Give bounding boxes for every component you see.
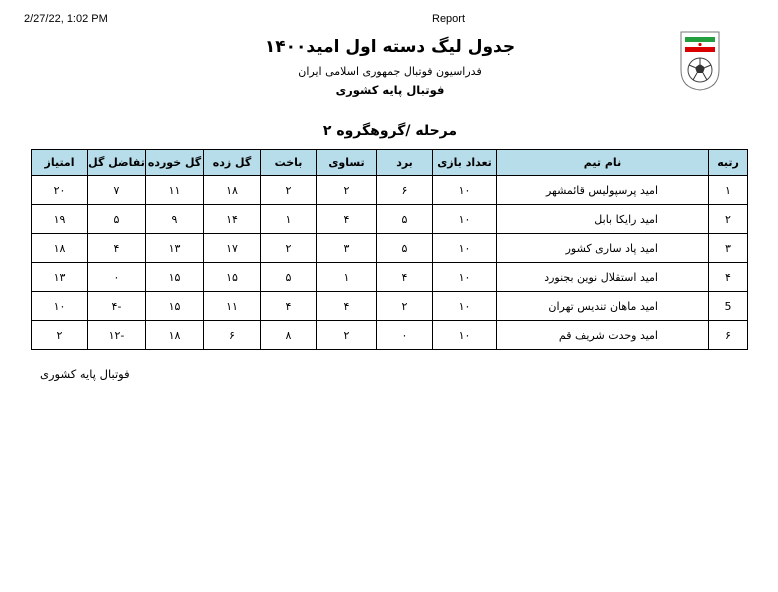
won-cell: ۲	[377, 292, 433, 321]
table-row	[32, 234, 748, 263]
table-row	[32, 205, 748, 234]
points-cell: ۱۸	[32, 234, 88, 263]
col-goal-diff-header: تفاضل گل	[88, 150, 146, 176]
organization-subtitle: فدراسیون فوتبال جمهوری اسلامی ایران	[298, 65, 482, 78]
rank-cell: 5	[709, 292, 748, 321]
points-cell: ۱۳	[32, 263, 88, 292]
goals-for-cell: ۱۷	[204, 234, 261, 263]
drawn-cell: ۲	[317, 176, 377, 205]
team-name-cell: امید پاد ساری کشور	[497, 234, 709, 263]
lost-cell: ۲	[261, 176, 317, 205]
col-rank-header: رتبه	[709, 150, 748, 176]
played-cell: ۱۰	[433, 205, 497, 234]
print-datetime: 2/27/22, 1:02 PM	[24, 13, 108, 25]
lost-cell: ۵	[261, 263, 317, 292]
federation-logo-icon	[679, 30, 721, 92]
goals-against-cell: ۱۱	[146, 176, 204, 205]
drawn-cell: ۳	[317, 234, 377, 263]
group-title: مرحله /گروهگروه ۲	[322, 123, 458, 139]
page-title: جدول لیگ دسته اول امید۱۴۰۰	[264, 37, 516, 57]
points-cell: ۲	[32, 321, 88, 350]
drawn-cell: ۱	[317, 263, 377, 292]
col-played-header: تعداد بازی	[433, 150, 497, 176]
won-cell: ۴	[377, 263, 433, 292]
col-drawn-header: تساوی	[317, 150, 377, 176]
department-subtitle: فوتبال پایه کشوری	[335, 83, 445, 97]
team-name-cell: امید ماهان تندیس تهران	[497, 292, 709, 321]
goal-diff-cell: -۴	[88, 292, 146, 321]
team-name-cell: امید استقلال نوین بجنورد	[497, 263, 709, 292]
goal-diff-cell: ۰	[88, 263, 146, 292]
points-cell: ۱۹	[32, 205, 88, 234]
rank-cell: ۶	[709, 321, 748, 350]
team-name-cell: امید رایکا بابل	[497, 205, 709, 234]
points-cell: ۱۰	[32, 292, 88, 321]
won-cell: ۶	[377, 176, 433, 205]
table-row	[32, 292, 748, 321]
played-cell: ۱۰	[433, 234, 497, 263]
table-row	[32, 321, 748, 350]
col-lost-header: باخت	[261, 150, 317, 176]
goals-against-cell: ۱۸	[146, 321, 204, 350]
rank-cell: ۳	[709, 234, 748, 263]
drawn-cell: ۴	[317, 205, 377, 234]
drawn-cell: ۲	[317, 321, 377, 350]
rank-cell: ۴	[709, 263, 748, 292]
col-team-header: نام تیم	[497, 150, 709, 176]
goals-for-cell: ۱۴	[204, 205, 261, 234]
goals-for-cell: ۶	[204, 321, 261, 350]
goal-diff-cell: ۷	[88, 176, 146, 205]
goals-against-cell: ۹	[146, 205, 204, 234]
col-goals-against-header: گل خورده	[146, 150, 204, 176]
col-points-header: امتیاز	[32, 150, 88, 176]
goals-against-cell: ۱۳	[146, 234, 204, 263]
played-cell: ۱۰	[433, 321, 497, 350]
goals-against-cell: ۱۵	[146, 292, 204, 321]
table-row	[32, 176, 748, 205]
goals-for-cell: ۱۸	[204, 176, 261, 205]
col-won-header: برد	[377, 150, 433, 176]
table-header-row	[32, 150, 748, 176]
col-goals-for-header: گل زده	[204, 150, 261, 176]
goals-against-cell: ۱۵	[146, 263, 204, 292]
goals-for-cell: ۱۱	[204, 292, 261, 321]
standings-table	[31, 149, 748, 350]
goal-diff-cell: ۵	[88, 205, 146, 234]
team-name-cell: امید پرسپولیس قائمشهر	[497, 176, 709, 205]
lost-cell: ۴	[261, 292, 317, 321]
played-cell: ۱۰	[433, 263, 497, 292]
won-cell: ۵	[377, 205, 433, 234]
points-cell: ۲۰	[32, 176, 88, 205]
goal-diff-cell: ۴	[88, 234, 146, 263]
played-cell: ۱۰	[433, 176, 497, 205]
lost-cell: ۱	[261, 205, 317, 234]
team-name-cell: امید وحدت شریف قم	[497, 321, 709, 350]
rank-cell: ۱	[709, 176, 748, 205]
goals-for-cell: ۱۵	[204, 263, 261, 292]
lost-cell: ۸	[261, 321, 317, 350]
won-cell: ۵	[377, 234, 433, 263]
rank-cell: ۲	[709, 205, 748, 234]
table-row	[32, 263, 748, 292]
won-cell: ۰	[377, 321, 433, 350]
played-cell: ۱۰	[433, 292, 497, 321]
report-label: Report	[432, 13, 466, 25]
lost-cell: ۲	[261, 234, 317, 263]
drawn-cell: ۴	[317, 292, 377, 321]
footer-text: فوتبال پایه کشوری	[40, 367, 130, 381]
goal-diff-cell: -۱۲	[88, 321, 146, 350]
